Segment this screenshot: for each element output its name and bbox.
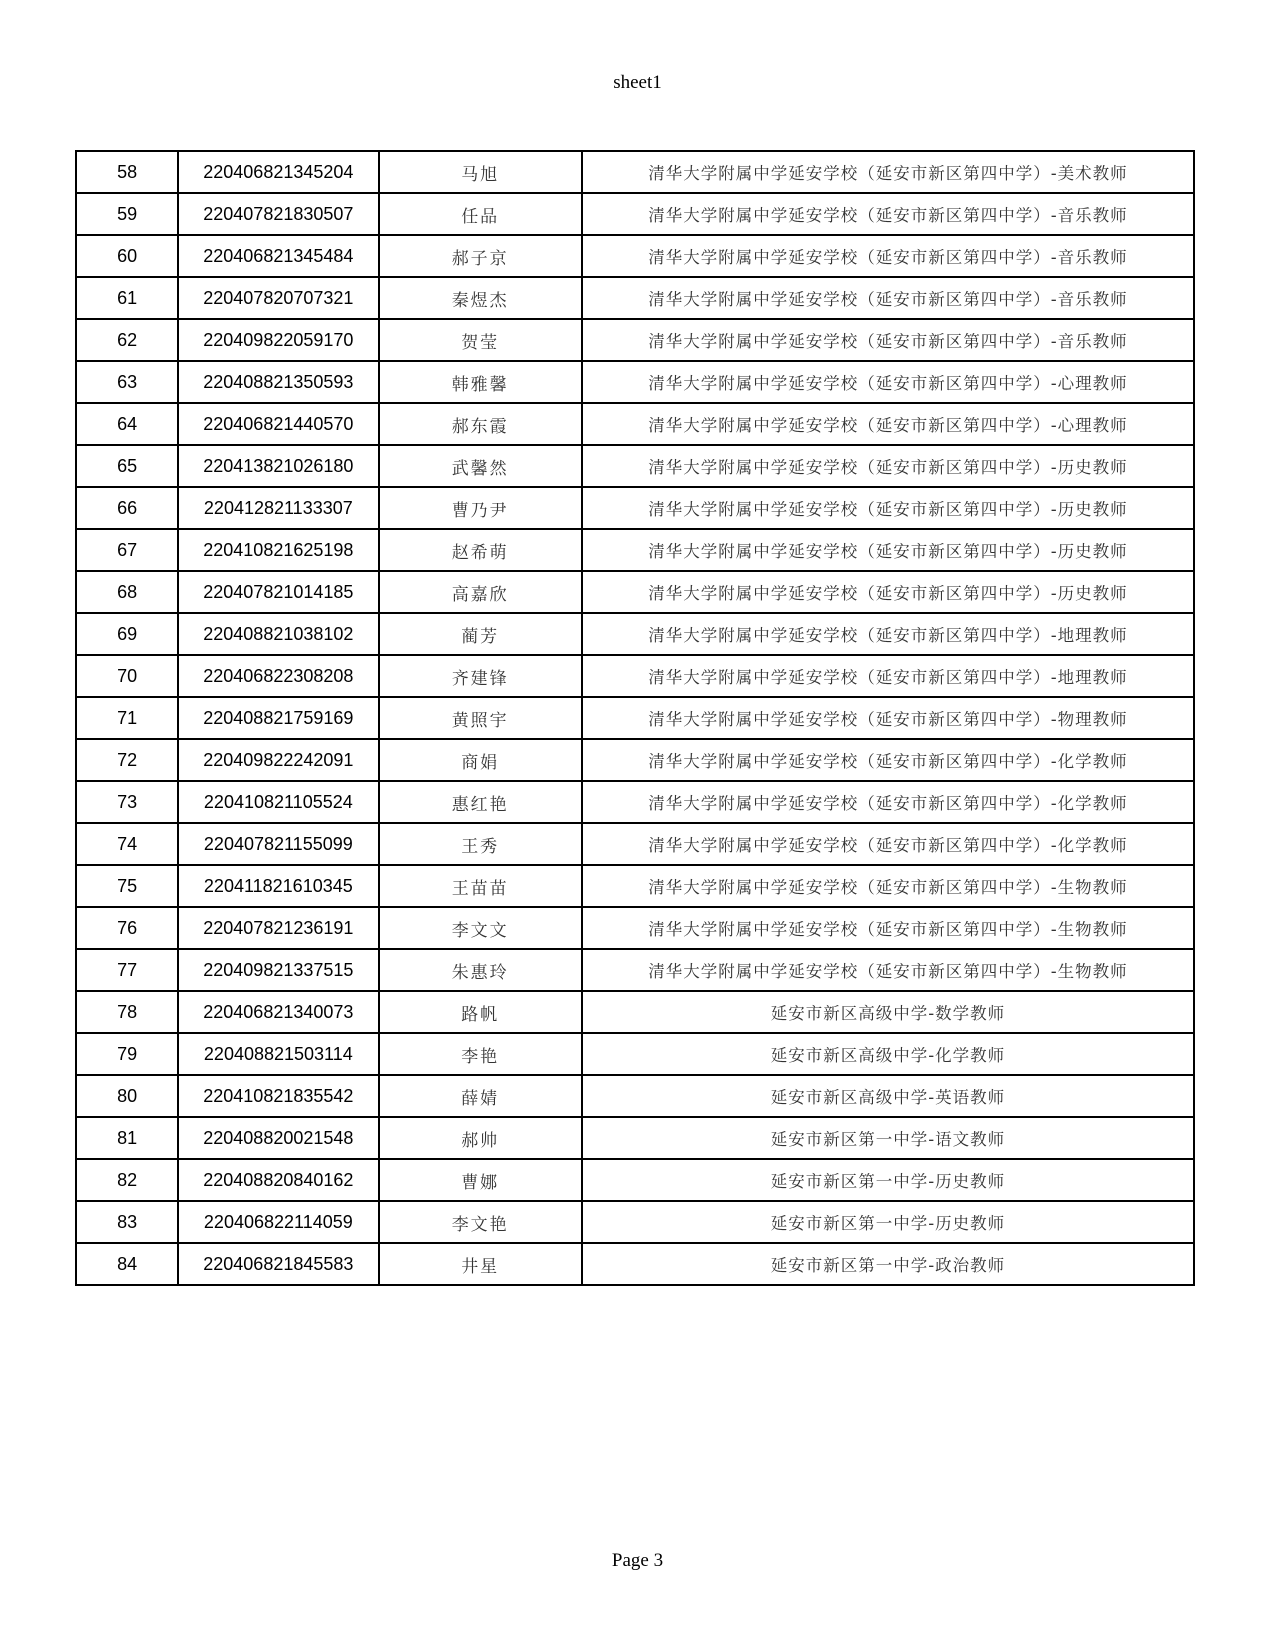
position-cell: 清华大学附属中学延安学校（延安市新区第四中学）-化学教师 [582, 823, 1194, 865]
table-row [76, 1117, 1194, 1159]
candidate-name-cell: 韩雅馨 [379, 361, 582, 403]
exam-id-cell: 220407820707321 [178, 277, 378, 319]
exam-id-cell: 220413821026180 [178, 445, 378, 487]
position-cell: 清华大学附属中学延安学校（延安市新区第四中学）-心理教师 [582, 361, 1194, 403]
table-body [76, 151, 1194, 1285]
candidate-name-cell: 李艳 [379, 1033, 582, 1075]
table-row [76, 655, 1194, 697]
position-cell: 清华大学附属中学延安学校（延安市新区第四中学）-生物教师 [582, 949, 1194, 991]
table-row [76, 1075, 1194, 1117]
candidate-name-cell: 商娟 [379, 739, 582, 781]
candidate-name-cell: 井星 [379, 1243, 582, 1285]
position-cell: 延安市新区第一中学-历史教师 [582, 1201, 1194, 1243]
table-row [76, 1159, 1194, 1201]
exam-id-cell: 220409821337515 [178, 949, 378, 991]
position-cell: 延安市新区第一中学-历史教师 [582, 1159, 1194, 1201]
table-row [76, 277, 1194, 319]
exam-id-cell: 220412821133307 [178, 487, 378, 529]
position-cell: 延安市新区高级中学-数学教师 [582, 991, 1194, 1033]
table-row [76, 151, 1194, 193]
table-row [76, 907, 1194, 949]
row-number-cell: 61 [76, 277, 178, 319]
position-cell: 清华大学附属中学延安学校（延安市新区第四中学）-美术教师 [582, 151, 1194, 193]
candidate-name-cell: 郝帅 [379, 1117, 582, 1159]
row-number-cell: 64 [76, 403, 178, 445]
candidate-name-cell: 惠红艳 [379, 781, 582, 823]
row-number-cell: 59 [76, 193, 178, 235]
row-number-cell: 77 [76, 949, 178, 991]
exam-id-cell: 220407821155099 [178, 823, 378, 865]
table-row [76, 1033, 1194, 1075]
position-cell: 延安市新区第一中学-政治教师 [582, 1243, 1194, 1285]
candidate-name-cell: 郝东霞 [379, 403, 582, 445]
row-number-cell: 74 [76, 823, 178, 865]
table-row [76, 319, 1194, 361]
sheet-title: sheet1 [613, 72, 662, 93]
candidate-name-cell: 郝子京 [379, 235, 582, 277]
row-number-cell: 72 [76, 739, 178, 781]
candidate-name-cell: 武馨然 [379, 445, 582, 487]
row-number-cell: 82 [76, 1159, 178, 1201]
candidate-name-cell: 曹乃尹 [379, 487, 582, 529]
exam-id-cell: 220408821038102 [178, 613, 378, 655]
row-number-cell: 67 [76, 529, 178, 571]
exam-id-cell: 220406822308208 [178, 655, 378, 697]
position-cell: 清华大学附属中学延安学校（延安市新区第四中学）-音乐教师 [582, 277, 1194, 319]
table-row [76, 235, 1194, 277]
table-row [76, 1201, 1194, 1243]
position-cell: 清华大学附属中学延安学校（延安市新区第四中学）-生物教师 [582, 907, 1194, 949]
position-cell: 清华大学附属中学延安学校（延安市新区第四中学）-地理教师 [582, 655, 1194, 697]
table-row [76, 529, 1194, 571]
exam-id-cell: 220406821340073 [178, 991, 378, 1033]
row-number-cell: 66 [76, 487, 178, 529]
position-cell: 清华大学附属中学延安学校（延安市新区第四中学）-化学教师 [582, 739, 1194, 781]
exam-id-cell: 220408821759169 [178, 697, 378, 739]
exam-id-cell: 220407821236191 [178, 907, 378, 949]
exam-id-cell: 220410821835542 [178, 1075, 378, 1117]
candidate-name-cell: 高嘉欣 [379, 571, 582, 613]
row-number-cell: 73 [76, 781, 178, 823]
position-cell: 清华大学附属中学延安学校（延安市新区第四中学）-历史教师 [582, 445, 1194, 487]
candidate-name-cell: 齐建锋 [379, 655, 582, 697]
table-row [76, 445, 1194, 487]
row-number-cell: 83 [76, 1201, 178, 1243]
exam-id-cell: 220410821105524 [178, 781, 378, 823]
position-cell: 清华大学附属中学延安学校（延安市新区第四中学）-历史教师 [582, 529, 1194, 571]
candidate-name-cell: 王秀 [379, 823, 582, 865]
position-cell: 清华大学附属中学延安学校（延安市新区第四中学）-物理教师 [582, 697, 1194, 739]
row-number-cell: 62 [76, 319, 178, 361]
position-cell: 清华大学附属中学延安学校（延安市新区第四中学）-历史教师 [582, 487, 1194, 529]
table-row [76, 991, 1194, 1033]
row-number-cell: 80 [76, 1075, 178, 1117]
table-row [76, 823, 1194, 865]
row-number-cell: 69 [76, 613, 178, 655]
table-row [76, 1243, 1194, 1285]
candidate-name-cell: 马旭 [379, 151, 582, 193]
row-number-cell: 71 [76, 697, 178, 739]
exam-id-cell: 220409822059170 [178, 319, 378, 361]
candidate-name-cell: 薛婧 [379, 1075, 582, 1117]
table-row [76, 739, 1194, 781]
position-cell: 清华大学附属中学延安学校（延安市新区第四中学）-心理教师 [582, 403, 1194, 445]
table-row [76, 865, 1194, 907]
position-cell: 清华大学附属中学延安学校（延安市新区第四中学）-历史教师 [582, 571, 1194, 613]
table-row [76, 361, 1194, 403]
candidate-name-cell: 黄照宇 [379, 697, 582, 739]
row-number-cell: 76 [76, 907, 178, 949]
candidate-name-cell: 王苗苗 [379, 865, 582, 907]
candidate-name-cell: 李文艳 [379, 1201, 582, 1243]
exam-id-cell: 220408821350593 [178, 361, 378, 403]
table-row [76, 781, 1194, 823]
row-number-cell: 68 [76, 571, 178, 613]
candidate-name-cell: 蔺芳 [379, 613, 582, 655]
position-cell: 清华大学附属中学延安学校（延安市新区第四中学）-音乐教师 [582, 235, 1194, 277]
row-number-cell: 78 [76, 991, 178, 1033]
exam-id-cell: 220408821503114 [178, 1033, 378, 1075]
position-cell: 清华大学附属中学延安学校（延安市新区第四中学）-化学教师 [582, 781, 1194, 823]
position-cell: 清华大学附属中学延安学校（延安市新区第四中学）-音乐教师 [582, 319, 1194, 361]
exam-id-cell: 220410821625198 [178, 529, 378, 571]
exam-id-cell: 220406821845583 [178, 1243, 378, 1285]
row-number-cell: 63 [76, 361, 178, 403]
exam-id-cell: 220406821345484 [178, 235, 378, 277]
row-number-cell: 65 [76, 445, 178, 487]
position-cell: 清华大学附属中学延安学校（延安市新区第四中学）-地理教师 [582, 613, 1194, 655]
row-number-cell: 60 [76, 235, 178, 277]
exam-id-cell: 220406822114059 [178, 1201, 378, 1243]
exam-id-cell: 220406821440570 [178, 403, 378, 445]
candidate-name-cell: 曹娜 [379, 1159, 582, 1201]
candidate-name-cell: 赵希萌 [379, 529, 582, 571]
candidate-name-cell: 李文文 [379, 907, 582, 949]
row-number-cell: 84 [76, 1243, 178, 1285]
candidate-name-cell: 任品 [379, 193, 582, 235]
table-row [76, 403, 1194, 445]
exam-id-cell: 220408820840162 [178, 1159, 378, 1201]
exam-id-cell: 220407821014185 [178, 571, 378, 613]
table-row [76, 193, 1194, 235]
page-number: Page 3 [611, 1550, 664, 1571]
row-number-cell: 58 [76, 151, 178, 193]
table-row [76, 571, 1194, 613]
candidate-name-cell: 贺莹 [379, 319, 582, 361]
table-row [76, 613, 1194, 655]
data-table [75, 150, 1195, 1286]
position-cell: 延安市新区第一中学-语文教师 [582, 1117, 1194, 1159]
exam-id-cell: 220409822242091 [178, 739, 378, 781]
exam-id-cell: 220408820021548 [178, 1117, 378, 1159]
table-row [76, 949, 1194, 991]
position-cell: 延安市新区高级中学-英语教师 [582, 1075, 1194, 1117]
row-number-cell: 81 [76, 1117, 178, 1159]
exam-id-cell: 220406821345204 [178, 151, 378, 193]
candidate-name-cell: 路帆 [379, 991, 582, 1033]
position-cell: 延安市新区高级中学-化学教师 [582, 1033, 1194, 1075]
row-number-cell: 75 [76, 865, 178, 907]
candidate-name-cell: 秦煜杰 [379, 277, 582, 319]
exam-id-cell: 220411821610345 [178, 865, 378, 907]
row-number-cell: 70 [76, 655, 178, 697]
exam-id-cell: 220407821830507 [178, 193, 378, 235]
candidate-name-cell: 朱惠玲 [379, 949, 582, 991]
table-row [76, 487, 1194, 529]
position-cell: 清华大学附属中学延安学校（延安市新区第四中学）-音乐教师 [582, 193, 1194, 235]
position-cell: 清华大学附属中学延安学校（延安市新区第四中学）-生物教师 [582, 865, 1194, 907]
row-number-cell: 79 [76, 1033, 178, 1075]
table-row [76, 697, 1194, 739]
